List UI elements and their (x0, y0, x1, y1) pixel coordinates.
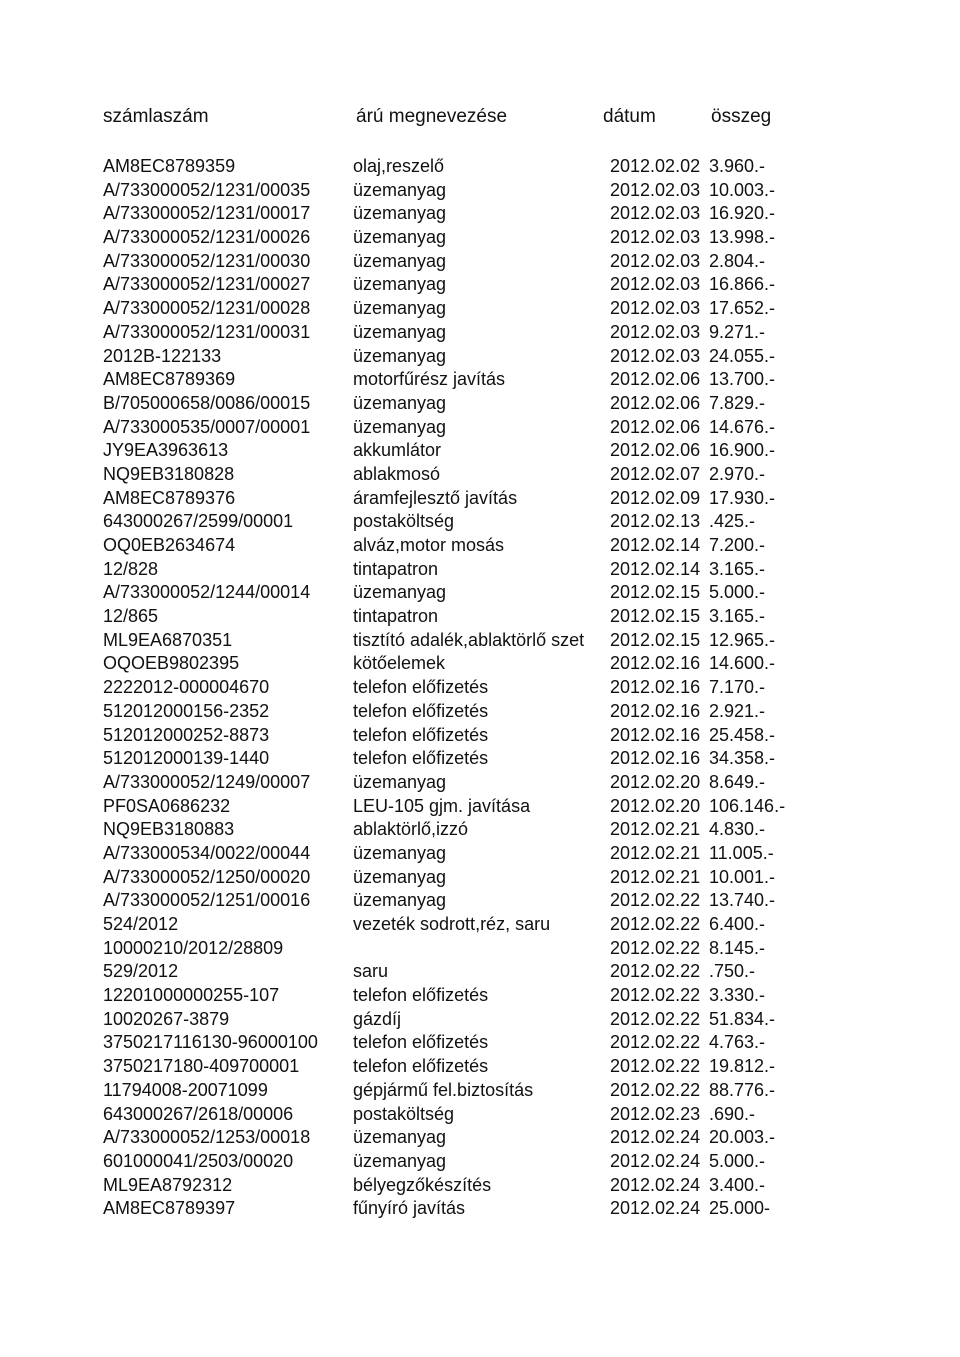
invoice-number-cell: A/733000534/0022/00044 (103, 842, 311, 863)
amount-cell: .750.- (709, 961, 756, 982)
amount-cell: 14.600.- (709, 653, 776, 674)
product-name-cell: üzemanyag (353, 298, 447, 319)
amount-cell: 20.003.- (709, 1127, 776, 1148)
amount-cell: 106.146.- (709, 795, 786, 816)
invoice-number-cell: 3750217116130-96000100 (103, 1032, 318, 1053)
product-name-cell: áramfejlesztő javítás (353, 487, 518, 508)
invoice-number-cell: 524/2012 (103, 914, 179, 934)
invoice-number-cell: A/733000052/1251/00016 (103, 890, 311, 911)
amount-cell: 2.921.- (709, 700, 766, 721)
date-cell: 2012.02.06 (610, 416, 701, 437)
amount-cell: 3.330.- (709, 985, 766, 1006)
product-name-cell: üzemanyag (353, 890, 447, 911)
product-name-cell: LEU-105 gjm. javítása (353, 795, 531, 816)
product-name-cell: kötőelemek (353, 653, 446, 674)
date-cell: 2012.02.24 (610, 1127, 701, 1148)
product-name-cell: üzemanyag (353, 179, 447, 200)
table-row (0, 581, 960, 605)
table-row (0, 155, 960, 179)
date-cell: 2012.02.07 (610, 463, 701, 484)
invoice-number-cell: 12/828 (103, 558, 159, 579)
product-name-cell: tintapatron (353, 558, 439, 579)
amount-cell: .425.- (709, 511, 756, 532)
invoice-number-cell: A/733000052/1231/00026 (103, 227, 311, 248)
amount-cell: 17.652.- (709, 298, 776, 319)
invoice-number-cell: A/733000052/1231/00031 (103, 321, 311, 342)
table-row (0, 652, 960, 676)
product-name-cell: telefon előfizetés (353, 1032, 489, 1053)
table-row (0, 439, 960, 463)
invoice-number-cell: A/733000052/1231/00030 (103, 250, 311, 271)
amount-cell: 2.970.- (709, 463, 766, 484)
amount-cell: .690.- (709, 1103, 756, 1124)
table-row (0, 487, 960, 511)
amount-cell: 4.763.- (709, 1032, 766, 1053)
table-row (0, 937, 960, 961)
table-row (0, 960, 960, 984)
table-row (0, 866, 960, 890)
amount-cell: 6.400.- (709, 914, 766, 934)
invoice-number-cell: A/733000052/1249/00007 (103, 771, 311, 792)
date-cell: 2012.02.03 (610, 321, 701, 342)
product-name-cell: olaj,reszelő (353, 156, 445, 176)
date-cell: 2012.02.22 (610, 937, 701, 958)
product-name-cell: gépjármű fel.biztosítás (353, 1079, 534, 1100)
amount-cell: 25.000- (709, 1198, 771, 1219)
product-name-cell: telefon előfizetés (353, 748, 489, 769)
amount-cell: 8.649.- (709, 771, 766, 792)
date-cell: 2012.02.16 (610, 748, 701, 769)
date-cell: 2012.02.20 (610, 795, 701, 816)
invoice-number-cell: OQ0EB2634674 (103, 535, 236, 555)
table-row (0, 629, 960, 653)
table-row (0, 747, 960, 771)
product-name-cell: ablaktörlő,izzó (353, 819, 469, 840)
product-name-cell: tintapatron (353, 606, 439, 627)
invoice-number-cell: A/733000052/1244/00014 (103, 582, 311, 603)
product-name-cell: üzemanyag (353, 771, 447, 792)
table-row (0, 984, 960, 1008)
product-name-cell: gázdíj (353, 1008, 402, 1029)
product-name-cell: ablakmosó (353, 463, 441, 484)
date-cell: 2012.02.22 (610, 985, 701, 1006)
invoice-number-cell: 2012B-122133 (103, 345, 222, 366)
invoice-number-cell: OQOEB9802395 (103, 653, 240, 674)
product-name-cell: üzemanyag (353, 1127, 447, 1148)
invoice-number-cell: ML9EA6870351 (103, 629, 233, 650)
amount-cell: 24.055.- (709, 345, 776, 366)
invoice-number-cell: JY9EA3963613 (103, 440, 229, 461)
amount-cell: 3.165.- (709, 606, 766, 627)
date-cell: 2012.02.24 (610, 1150, 701, 1171)
table-row (0, 392, 960, 416)
date-cell: 2012.02.22 (610, 1079, 701, 1100)
amount-cell: 4.830.- (709, 819, 766, 840)
date-cell: 2012.02.15 (610, 582, 701, 603)
header-product-name: árú megnevezése (356, 106, 508, 127)
invoice-number-cell: 512012000252-8873 (103, 724, 270, 745)
product-name-cell: akkumlátor (353, 440, 442, 461)
invoice-number-cell: 643000267/2618/00006 (103, 1103, 294, 1124)
table-row (0, 818, 960, 842)
product-name-cell: alváz,motor mosás (353, 535, 505, 555)
amount-cell: 16.866.- (709, 274, 776, 295)
table-row (0, 510, 960, 534)
invoice-number-cell: AM8EC8789369 (103, 369, 236, 390)
invoice-number-cell: A/733000052/1231/00027 (103, 274, 311, 295)
invoice-number-cell: 529/2012 (103, 961, 179, 982)
date-cell: 2012.02.16 (610, 700, 701, 721)
invoice-number-cell: ML9EA8792312 (103, 1174, 233, 1195)
date-cell: 2012.02.20 (610, 771, 701, 792)
date-cell: 2012.02.13 (610, 511, 701, 532)
product-name-cell: üzemanyag (353, 345, 447, 366)
invoice-number-cell: AM8EC8789376 (103, 487, 236, 508)
amount-cell: 9.271.- (709, 321, 766, 342)
amount-cell: 3.400.- (709, 1174, 766, 1195)
date-cell: 2012.02.21 (610, 819, 701, 840)
invoice-number-cell: 643000267/2599/00001 (103, 511, 294, 532)
date-cell: 2012.02.22 (610, 890, 701, 911)
table-row (0, 700, 960, 724)
amount-cell: 14.676.- (709, 416, 776, 437)
invoice-number-cell: PF0SA0686232 (103, 795, 231, 816)
date-cell: 2012.02.24 (610, 1174, 701, 1195)
amount-cell: 3.960.- (709, 156, 766, 176)
date-cell: 2012.02.22 (610, 961, 701, 982)
amount-cell: 11.005.- (709, 842, 774, 863)
table-row (0, 368, 960, 392)
product-name-cell: telefon előfizetés (353, 724, 489, 745)
product-name-cell: üzemanyag (353, 203, 447, 224)
product-name-cell: üzemanyag (353, 227, 447, 248)
amount-cell: 51.834.- (709, 1008, 776, 1029)
table-row (0, 724, 960, 748)
table-header (0, 106, 960, 136)
amount-cell: 10.001.- (709, 866, 776, 887)
date-cell: 2012.02.14 (610, 535, 701, 555)
invoice-number-cell: A/733000535/0007/00001 (103, 416, 311, 437)
date-cell: 2012.02.16 (610, 653, 701, 674)
table-row (0, 179, 960, 203)
date-cell: 2012.02.03 (610, 179, 701, 200)
amount-cell: 16.920.- (709, 203, 776, 224)
invoice-number-cell: A/733000052/1231/00017 (103, 203, 311, 224)
amount-cell: 13.740.- (709, 890, 776, 911)
table-row (0, 250, 960, 274)
amount-cell: 5.000.- (709, 1150, 766, 1171)
amount-cell: 12.965.- (709, 629, 776, 650)
invoice-number-cell: 11794008-20071099 (103, 1079, 268, 1100)
amount-cell: 8.145.- (709, 937, 766, 958)
amount-cell: 34.358.- (709, 748, 776, 769)
date-cell: 2012.02.22 (610, 1008, 701, 1029)
product-name-cell: üzemanyag (353, 866, 447, 887)
table-row (0, 913, 960, 937)
table-row (0, 273, 960, 297)
date-cell: 2012.02.16 (610, 677, 701, 698)
table-row (0, 558, 960, 582)
date-cell: 2012.02.06 (610, 392, 701, 413)
invoice-number-cell: 12201000000255-107 (103, 985, 280, 1006)
product-name-cell: fűnyíró javítás (353, 1198, 466, 1219)
product-name-cell: üzemanyag (353, 274, 447, 295)
invoice-number-cell: B/705000658/0086/00015 (103, 392, 311, 413)
date-cell: 2012.02.16 (610, 724, 701, 745)
table-row (0, 202, 960, 226)
table-row (0, 1055, 960, 1079)
product-name-cell: telefon előfizetés (353, 677, 489, 698)
invoice-number-cell: 10000210/2012/28809 (103, 937, 284, 958)
amount-cell: 88.776.- (709, 1079, 776, 1100)
product-name-cell: postaköltség (353, 1103, 455, 1124)
amount-cell: 7.170.- (709, 677, 766, 698)
table-row (0, 1174, 960, 1198)
amount-cell: 16.900.- (709, 440, 776, 461)
table-row (0, 534, 960, 558)
invoice-number-cell: 512012000156-2352 (103, 700, 270, 721)
product-name-cell: üzemanyag (353, 392, 447, 413)
invoice-number-cell: 12/865 (103, 606, 159, 627)
amount-cell: 7.200.- (709, 535, 766, 555)
product-name-cell: telefon előfizetés (353, 985, 489, 1006)
table-row (0, 297, 960, 321)
header-date: dátum (603, 106, 656, 127)
date-cell: 2012.02.23 (610, 1103, 701, 1124)
amount-cell: 17.930.- (709, 487, 776, 508)
table-row (0, 795, 960, 819)
amount-cell: 13.700.- (709, 369, 776, 390)
date-cell: 2012.02.24 (610, 1198, 701, 1219)
product-name-cell: bélyegzőkészítés (353, 1174, 492, 1195)
product-name-cell: üzemanyag (353, 250, 447, 271)
date-cell: 2012.02.22 (610, 914, 701, 934)
table-row (0, 416, 960, 440)
invoice-number-cell: 10020267-3879 (103, 1008, 230, 1029)
product-name-cell: üzemanyag (353, 416, 447, 437)
invoice-table-body (0, 155, 960, 1221)
date-cell: 2012.02.21 (610, 866, 701, 887)
date-cell: 2012.02.21 (610, 842, 701, 863)
invoice-number-cell: AM8EC8789397 (103, 1198, 236, 1219)
date-cell: 2012.02.03 (610, 250, 701, 271)
amount-cell: 19.812.- (709, 1056, 776, 1077)
date-cell: 2012.02.22 (610, 1056, 701, 1077)
table-row (0, 771, 960, 795)
date-cell: 2012.02.22 (610, 1032, 701, 1053)
amount-cell: 2.804.- (709, 250, 766, 271)
product-name-cell: üzemanyag (353, 582, 447, 603)
invoice-number-cell: 2222012-000004670 (103, 677, 270, 698)
table-row (0, 889, 960, 913)
table-row (0, 1103, 960, 1127)
date-cell: 2012.02.02 (610, 156, 701, 176)
amount-cell: 7.829.- (709, 392, 766, 413)
invoice-number-cell: A/733000052/1231/00035 (103, 179, 311, 200)
header-invoice-number: számlaszám (103, 106, 209, 127)
table-row (0, 842, 960, 866)
invoice-number-cell: AM8EC8789359 (103, 156, 236, 176)
product-name-cell: motorfűrész javítás (353, 369, 506, 390)
product-name-cell: tisztító adalék,ablaktörlő szet (353, 629, 585, 650)
table-row (0, 321, 960, 345)
invoice-number-cell: A/733000052/1253/00018 (103, 1127, 311, 1148)
table-row (0, 605, 960, 629)
table-row (0, 1008, 960, 1032)
amount-cell: 13.998.- (709, 227, 776, 248)
invoice-number-cell: NQ9EB3180828 (103, 463, 235, 484)
table-row (0, 676, 960, 700)
date-cell: 2012.02.09 (610, 487, 701, 508)
product-name-cell: telefon előfizetés (353, 1056, 489, 1077)
invoice-number-cell: NQ9EB3180883 (103, 819, 235, 840)
date-cell: 2012.02.06 (610, 440, 701, 461)
date-cell: 2012.02.03 (610, 345, 701, 366)
date-cell: 2012.02.15 (610, 629, 701, 650)
amount-cell: 25.458.- (709, 724, 776, 745)
table-row (0, 1150, 960, 1174)
product-name-cell: üzemanyag (353, 842, 447, 863)
date-cell: 2012.02.03 (610, 298, 701, 319)
invoice-number-cell: A/733000052/1231/00028 (103, 298, 311, 319)
amount-cell: 10.003.- (709, 179, 776, 200)
date-cell: 2012.02.03 (610, 227, 701, 248)
product-name-cell: üzemanyag (353, 1150, 447, 1171)
table-row (0, 463, 960, 487)
table-row (0, 226, 960, 250)
amount-cell: 5.000.- (709, 582, 766, 603)
amount-cell: 3.165.- (709, 558, 766, 579)
date-cell: 2012.02.14 (610, 558, 701, 579)
invoice-number-cell: 601000041/2503/00020 (103, 1150, 294, 1171)
invoice-number-cell: 512012000139-1440 (103, 748, 270, 769)
date-cell: 2012.02.03 (610, 274, 701, 295)
product-name-cell: saru (353, 961, 389, 982)
date-cell: 2012.02.15 (610, 606, 701, 627)
invoice-number-cell: A/733000052/1250/00020 (103, 866, 311, 887)
table-row (0, 1079, 960, 1103)
table-row (0, 1197, 960, 1221)
date-cell: 2012.02.03 (610, 203, 701, 224)
product-name-cell: vezeték sodrott,réz, saru (353, 914, 551, 934)
table-row (0, 345, 960, 369)
product-name-cell: telefon előfizetés (353, 700, 489, 721)
product-name-cell: üzemanyag (353, 321, 447, 342)
date-cell: 2012.02.06 (610, 369, 701, 390)
table-row (0, 1126, 960, 1150)
product-name-cell: postaköltség (353, 511, 455, 532)
invoice-number-cell: 3750217180-409700001 (103, 1056, 300, 1077)
header-amount: összeg (711, 106, 772, 127)
table-row (0, 1031, 960, 1055)
